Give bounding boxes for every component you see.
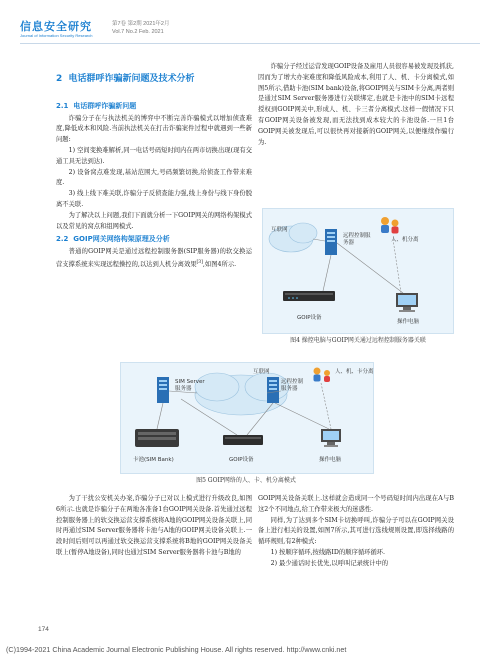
bottom-right-column [258, 494, 454, 570]
figure-4-diagram [263, 209, 453, 333]
figure-4 [262, 208, 454, 334]
label-sim-server: SIM Server服务器 [175, 379, 205, 392]
paragraph: 普通的GOIP网关是通过远程控制服务器(SIP服务器)的软交换运营支撑系统来实现远程操控的,以达到人机分离效果[3],如图4所示. [56, 248, 252, 269]
paragraph: 为了解决以上问题,我们下面就分析一下GOIP网关的网络构架模式以及常见的窝点和组网模式. [56, 211, 252, 230]
goip-device-icon [283, 291, 335, 301]
section-heading [56, 74, 252, 85]
label-goip: GOIP设备 [297, 315, 322, 321]
label-internet: 互联网 [253, 369, 270, 375]
label-remote-server: 远程控制服务器 [343, 233, 371, 246]
label-internet: 互联网 [271, 227, 288, 233]
remote-server-icon [267, 377, 279, 403]
sim-bank-icon [135, 429, 179, 447]
volume-cn: 第7卷 第2期 2021年2月 [112, 21, 170, 27]
figure-4-caption: 图4 操控电脑与GOIP网关通过远程控制服务器关联 [290, 337, 426, 344]
paragraph: GOIP网关设备关联上.这样就会造成同一个号码短时间内出现在A与B这2个不同地点,给工作带来极大的迷惑性. [258, 495, 454, 513]
section-number: 2 [56, 74, 63, 84]
subsection-number: 2.1 [56, 101, 69, 110]
computer-icon [321, 429, 341, 447]
label-sim-bank: 卡池(SIM Bank) [133, 457, 174, 463]
citation-ref[interactable]: [3] [196, 259, 203, 265]
computer-icon [396, 293, 418, 312]
label-pc: 操作电脑 [319, 457, 342, 463]
paragraph: 1) 空间变换难解析,同一电话号码短时间内在两市切换出现(现有交通工具无法到达). [56, 146, 252, 165]
bottom-left-column [56, 494, 252, 559]
label-separation: 人、机、卡分离 [335, 369, 374, 375]
left-column [56, 74, 252, 271]
paragraph: 1) 按顺序循环,按线路ID的顺序循环循环. [270, 548, 386, 556]
figure-5 [120, 362, 374, 474]
label-remote-server: 远程控制服务器 [281, 379, 304, 392]
paragraph: 3) 线上线下难关联,诈骗分子反侦查能力强,线上身份与线下身份脱离不关联. [56, 190, 252, 208]
sim-server-icon [157, 377, 169, 403]
goip-device-icon [223, 435, 263, 445]
subsection-title: 电话群呼诈骗新问题 [73, 101, 137, 110]
paragraph: 诈骗分子在与执法机关的博弈中不断完善诈骗模式以增加侦查难度,降低成本和风险.当前执法机关在打击诈骗案件过程中就遇到一些新问题: [56, 114, 252, 144]
subsection-title: GOIP网关网络构架原理及分析 [73, 235, 170, 244]
right-column [258, 62, 454, 148]
subsection-heading-2 [56, 234, 252, 245]
subsection-heading-1 [56, 101, 252, 112]
journal-title-en: Journal of Information Security Research [20, 33, 93, 38]
people-icon [381, 217, 399, 234]
server-icon [325, 229, 337, 255]
label-separation: 人、机分离 [391, 237, 419, 243]
paragraph: 诈骗分子经过运营发现GOIP设备及雇用人员很容易被发现及抓获,因而为了增大办案难度和降低风险成本,利用了人、机、卡分离模式,如图5所示,借助卡池(SIM bank)设备,将GOIP网关与SIM卡分离,两者则是通过SIM Server服务器进行关联绑定,也就是卡池中的SIM卡远程授权到GOIP网关中,形成人、机、卡三者分离模式.这样一假情况下只有GOIP网关设备被发现,而无法找到成本较大的卡池设备.一旦1台GOIP网关被发现后,可以很快再对接新的GOIP网关,以便继续作骗行为. [258, 63, 454, 146]
section-title: 电话群呼诈骗新问题及技术分析 [68, 74, 195, 84]
people-icon [314, 368, 331, 383]
header-rule [20, 43, 480, 44]
figure-5-caption: 图5 GOIP网络的人、卡、机分离模式 [196, 477, 296, 484]
page-number: 174 [38, 626, 49, 633]
volume-en: Vol.7 No.2 Feb. 2021 [112, 29, 164, 35]
subsection-number: 2.2 [56, 235, 69, 244]
journal-title-cn: 信息安全研究 [20, 20, 92, 33]
paragraph: 2) 最少通话时长优先,以呼叫记录统计中的 [270, 559, 389, 567]
label-goip: GOIP设备 [229, 457, 254, 463]
journal-volume [112, 20, 169, 36]
paragraph: 同样,为了达到多个SIM卡切换呼叫,诈骗分子可以在GOIP网关设备上进行相关的设置,如图7所示,其可进行选线规则设置,即选择线路的循环规则,有2种模式: [258, 516, 454, 546]
label-pc: 操作电脑 [397, 319, 420, 325]
paragraph: 为了干扰公安机关办案,诈骗分子已对以上模式进行升级改良,如图6所示.也就是诈骗分子在两地各准备1台GOIP网关设备.首先通过远程控制服务器上的软交换运营支撑系统将A地的GOIP网关设备关联上,同时再通过SIM Server服务器将卡池与A地的GOIP网关设备关联上.一段时间后则可以再通过软交换运营支撑系统将B地的GOIP网关设备关联上(暂停A地设备),同时也通过SIM Server服务器将卡池与B地的 [56, 495, 252, 556]
copyright-line: (C)1994-2021 China Academic Journal Electronic Publishing House. All rights reserved. http://www.cnki.net [6, 645, 347, 654]
paragraph: 2) 设备窝点难发现,基站范围大,号码频繁切换,给侦查工作带来难度. [56, 168, 252, 187]
